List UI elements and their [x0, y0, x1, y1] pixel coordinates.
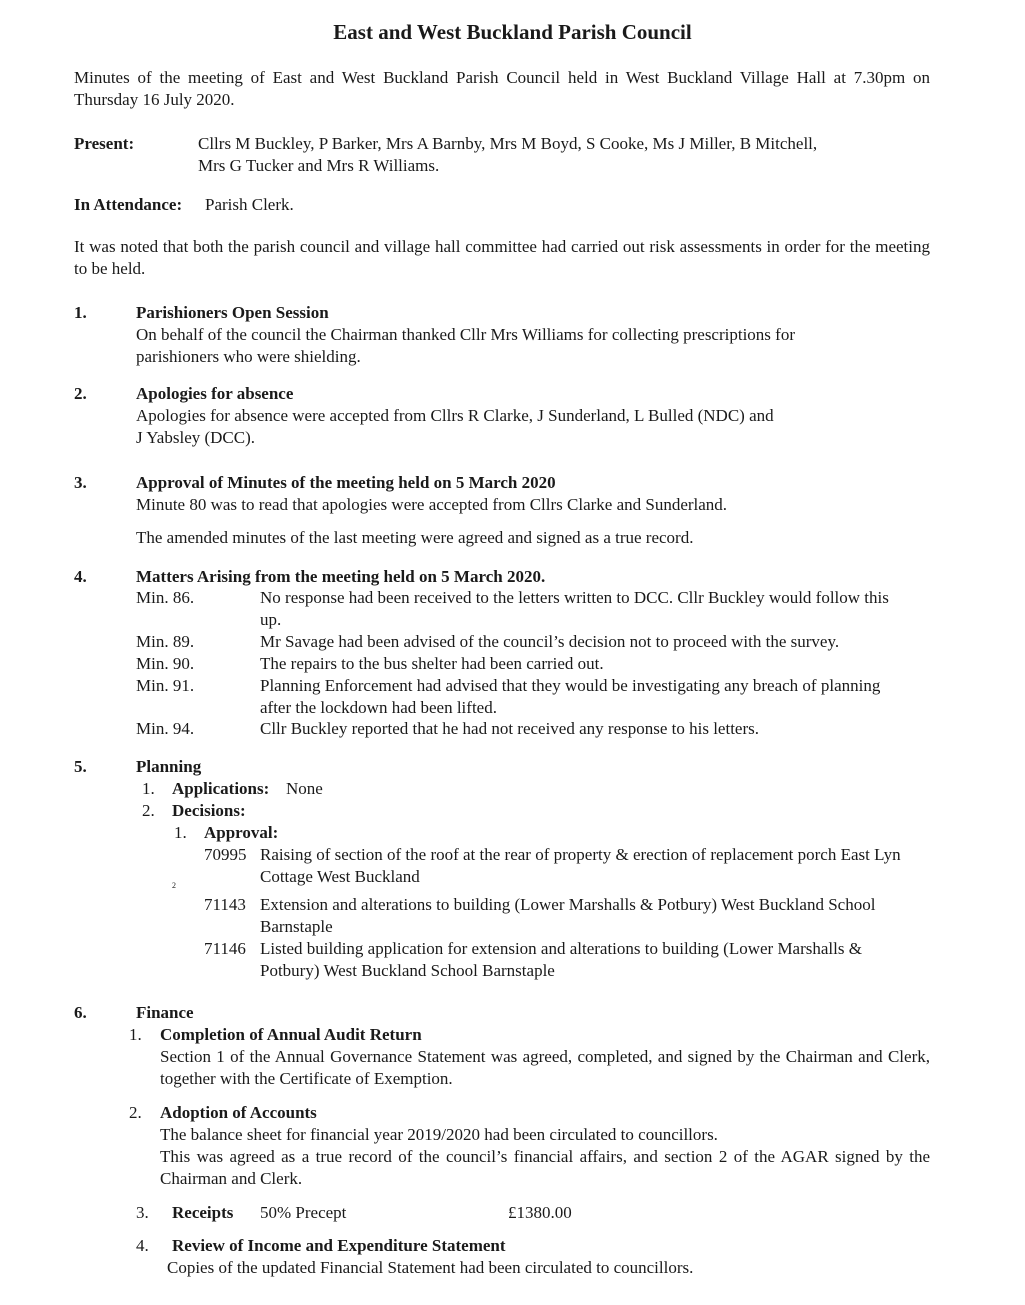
item-1-heading: Parishioners Open Session: [136, 303, 329, 322]
receipts-amount: £1380.00: [508, 1203, 572, 1222]
finance-1-text: Section 1 of the Annual Governance Statement was agreed, completed, and signed by the Chairman and Clerk, together with the Certificate of Exemption.: [160, 1047, 930, 1088]
min-86-text: No response had been received to the letters written to DCC. Cllr Buckley would follow this up.: [260, 588, 889, 629]
finance-4-heading: Review of Income and Expenditure Statement: [172, 1236, 506, 1255]
item-4-heading: Matters Arising from the meeting held on 5 March 2020.: [136, 567, 546, 586]
present-line-2: Mrs G Tucker and Mrs R Williams.: [198, 156, 440, 175]
stray-mark: 2: [172, 881, 176, 890]
item-1-number: 1.: [74, 303, 87, 322]
item-2-number: 2.: [74, 384, 87, 403]
item-5-heading: Planning: [136, 757, 202, 776]
item-6-heading: Finance: [136, 1003, 194, 1022]
applications-label: Applications:: [172, 779, 270, 798]
finance-2-text-1: The balance sheet for financial year 2019/2020 had been circulated to councillors.: [160, 1125, 718, 1144]
approval-label: Approval:: [204, 823, 279, 842]
finance-2-heading: Adoption of Accounts: [160, 1103, 317, 1122]
present-label: Present:: [74, 134, 135, 153]
finance-3-heading: Receipts: [172, 1203, 234, 1222]
decisions-label: Decisions:: [172, 801, 246, 820]
finance-4-text: Copies of the updated Financial Statement had been circulated to councillors.: [167, 1258, 694, 1277]
item-5-number: 5.: [74, 757, 87, 776]
min-91-ref: Min. 91.: [136, 676, 195, 695]
application-71143-ref: 71143: [204, 895, 246, 914]
min-89-text: Mr Savage had been advised of the council’s decision not to proceed with the survey.: [260, 632, 840, 651]
min-94-text: Cllr Buckley reported that he had not received any response to his letters.: [260, 719, 759, 738]
min-90-ref: Min. 90.: [136, 654, 195, 673]
item-4-number: 4.: [74, 567, 87, 586]
min-86-ref: Min. 86.: [136, 588, 195, 607]
min-90-text: The repairs to the bus shelter had been carried out.: [260, 654, 604, 673]
item-3-text-2: The amended minutes of the last meeting were agreed and signed as a true record.: [136, 528, 694, 547]
min-91-text: Planning Enforcement had advised that they would be investigating any breach of planning after the lockdown had been lifted.: [260, 676, 881, 717]
item-2-line-1: Apologies for absence were accepted from Cllrs R Clarke, J Sunderland, L Bulled (NDC) and: [136, 406, 774, 425]
item-6-number: 6.: [74, 1003, 87, 1022]
finance-2-number: 2.: [129, 1103, 142, 1122]
decisions-number: 2.: [142, 801, 155, 820]
attendance-label: In Attendance:: [74, 195, 183, 214]
intro-paragraph: Minutes of the meeting of East and West Buckland Parish Council held in West Buckland Village Hall at 7.30pm on Thursday 16 July 2020.: [74, 68, 930, 109]
min-89-ref: Min. 89.: [136, 632, 195, 651]
application-70995-ref: 70995: [204, 845, 247, 864]
item-2-line-2: J Yabsley (DCC).: [136, 428, 256, 447]
min-94-ref: Min. 94.: [136, 719, 195, 738]
item-3-number: 3.: [74, 473, 87, 492]
application-71146-text: Listed building application for extension and alterations to building (Lower Marshalls & Potbury) West Buckland School Barnstaple: [260, 939, 862, 980]
finance-1-heading: Completion of Annual Audit Return: [160, 1025, 422, 1044]
finance-1-number: 1.: [129, 1025, 142, 1044]
item-2-heading: Apologies for absence: [136, 384, 294, 403]
finance-3-number: 3.: [136, 1203, 149, 1222]
item-3-heading: Approval of Minutes of the meeting held on 5 March 2020: [136, 473, 556, 492]
application-71146-ref: 71146: [204, 939, 246, 958]
finance-4-number: 4.: [136, 1236, 149, 1255]
page-title: East and West Buckland Parish Council: [333, 20, 692, 44]
application-71143-text: Extension and alterations to building (Lower Marshalls & Potbury) West Buckland School Barnstaple: [260, 895, 876, 936]
finance-2-text-2: This was agreed as a true record of the council’s financial affairs, and section 2 of the AGAR signed by the Chairman and Clerk.: [160, 1147, 930, 1188]
approval-number: 1.: [174, 823, 187, 842]
risk-assessment-note: It was noted that both the parish council and village hall committee had carried out risk assessments in order for the meeting to be held.: [74, 237, 930, 278]
item-3-text-1: Minute 80 was to read that apologies were accepted from Cllrs Clarke and Sunderland.: [136, 495, 728, 514]
present-line-1: Cllrs M Buckley, P Barker, Mrs A Barnby, Mrs M Boyd, S Cooke, Ms J Miller, B Mitchell,: [198, 134, 818, 153]
item-1-text: On behalf of the council the Chairman thanked Cllr Mrs Williams for collecting prescriptions for parishioners who were shielding.: [136, 325, 795, 366]
applications-value: None: [286, 779, 323, 798]
application-70995-text: Raising of section of the roof at the rear of property & erection of replacement porch East Lyn Cottage West Buckland: [260, 845, 901, 886]
receipts-item: 50% Precept: [260, 1203, 347, 1222]
applications-number: 1.: [142, 779, 155, 798]
attendance-value: Parish Clerk.: [205, 195, 294, 214]
